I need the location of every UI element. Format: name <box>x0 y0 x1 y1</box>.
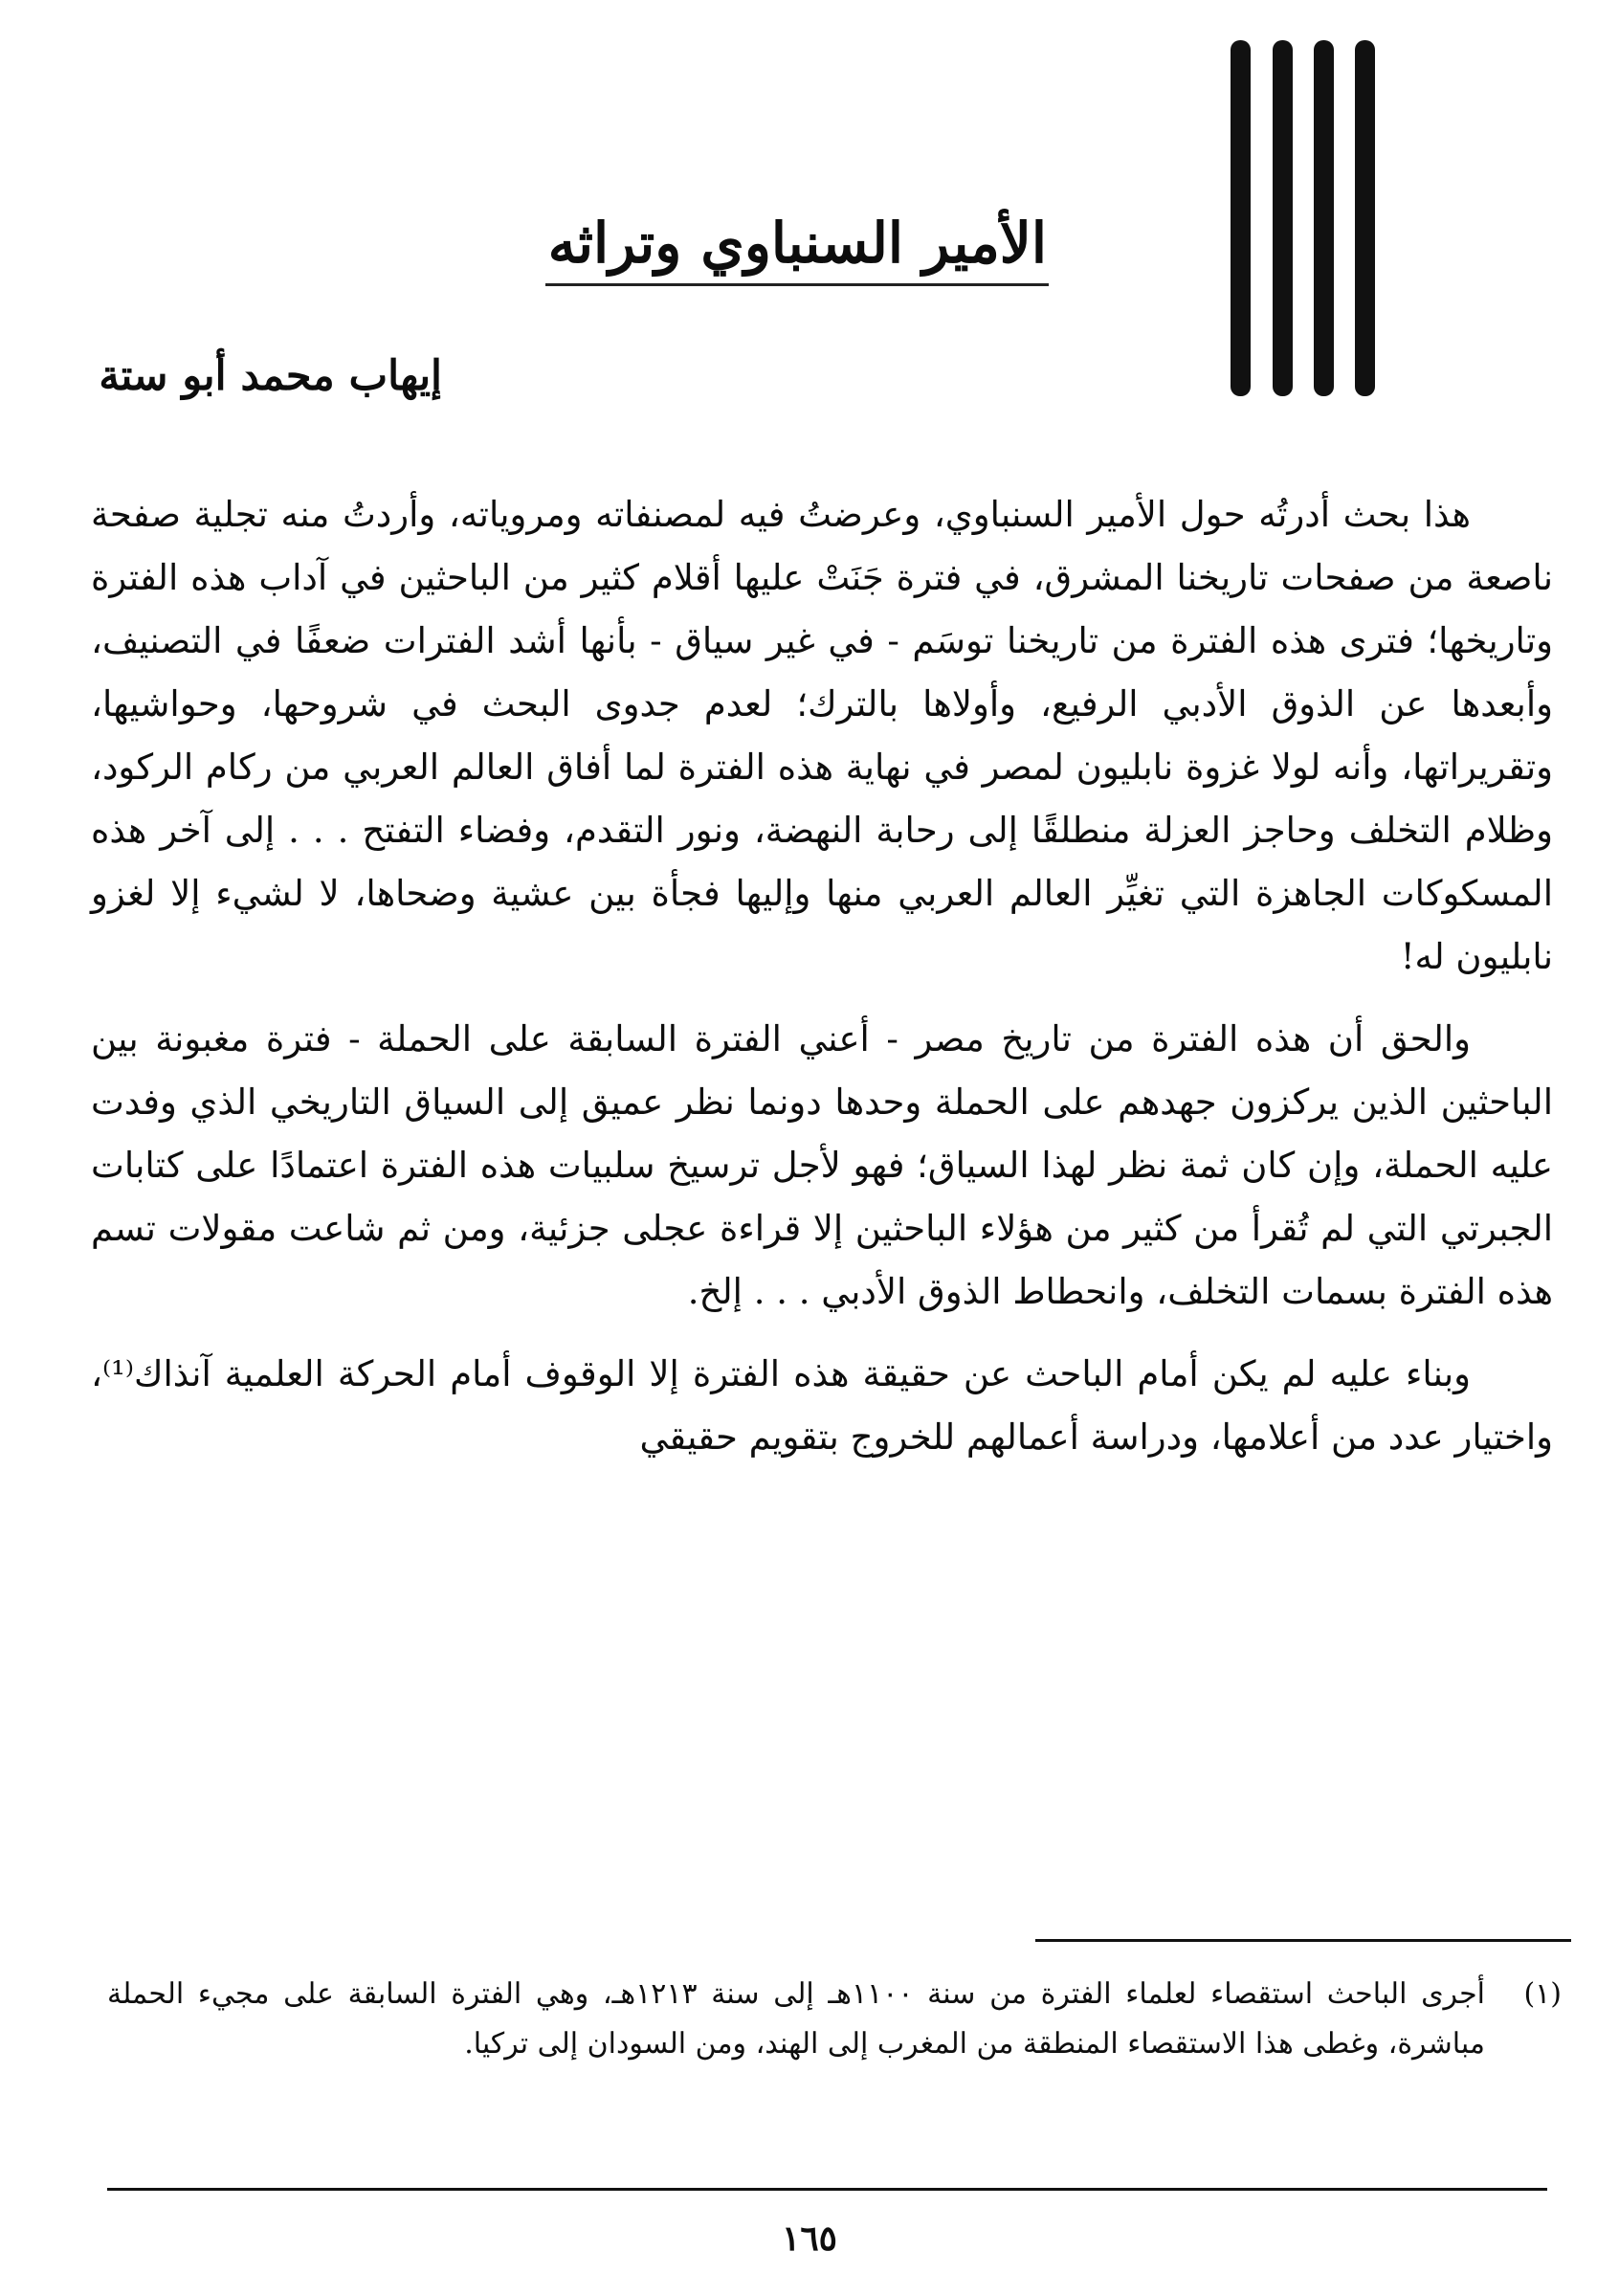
body-paragraph: وبناء عليه لم يكن أمام الباحث عن حقيقة هذه الفترة إلا الوقوف أمام الحركة العلمية آنذاك⁽¹⁾، واختيار عدد من أعلامها، ودراسة أعمالهم للخروج بتقويم حقيقي <box>91 1353 1553 1458</box>
body-paragraph: هذا بحث أدرتُه حول الأمير السنباوي، وعرضتُ فيه لمصنفاته ومروياته، وأردتُ منه تجلية صفحة ناصعة من صفحات تاريخنا المشرق، في فترة جَنَتْ عليها أقلام كثير من الباحثين في آداب هذه الفترة وتاريخها؛ فترى هذه الفترة من تاريخنا توسَم - في غير سياق - بأنها أشد الفترات ضعفًا في التصنيف، وأبعدها عن الذوق الأدبي الرفيع، وأولاها بالترك؛ لعدم جدوى البحث في شروحها، وحواشيها، وتقريراتها، وأنه لولا غزوة نابليون لمصر في نهاية هذه الفترة لما أفاق العالم العربي من ركام الركود، وظلام التخلف وحاجز العزلة منطلقًا إلى رحابة النهضة، ونور التقدم، وفضاء التفتح . . . إلى آخر هذه المسكوكات الجاهزة التي تغيِّر العالم العربي منها وإليها فجأة بين عشية وضحاها، لا لشيء إلا لغزو نابليون له! <box>91 494 1553 977</box>
article-body <box>91 483 1553 1488</box>
footer-rule <box>107 2188 1547 2191</box>
footnote <box>107 1970 1562 2069</box>
decorative-bars <box>1231 40 1376 396</box>
footnote-text: أجرى الباحث استقصاء لعلماء الفترة من سنة ١١٠٠هـ إلى سنة ١٢١٣هـ، وهي الفترة السابقة على مجيء الحملة مباشرة، وغطى هذا الاستقصاء المنطقة من المغرب إلى الهند، ومن السودان إلى تركيا. <box>107 1977 1485 2061</box>
decorative-bar <box>1231 40 1251 396</box>
title-underline <box>545 283 1049 286</box>
decorative-bar <box>1273 40 1293 396</box>
footnote-mark: (١) <box>1523 1977 1562 2011</box>
page-number: ١٦٥ <box>781 2218 837 2259</box>
decorative-bar <box>1314 40 1334 396</box>
decorative-bar <box>1355 40 1375 396</box>
article-title: الأمير السنباوي وتراثه <box>547 211 1047 276</box>
footnote-separator <box>1035 1939 1571 1942</box>
article-author: إيهاب محمد أبو ستة <box>99 352 442 400</box>
body-paragraph: والحق أن هذه الفترة من تاريخ مصر - أعني الفترة السابقة على الحملة - فترة مغبونة بين الباحثين الذين يركزون جهدهم على الحملة وحدها دونما نظر عميق إلى السياق التاريخي الذي وفدت عليه الحملة، وإن كان ثمة نظر لهذا السياق؛ فهو لأجل ترسيخ سلبيات هذه الفترة اعتمادًا على كتابات الجبرتي التي لم تُقرأ من كثير من هؤلاء الباحثين إلا قراءة عجلى جزئية، ومن ثم شاعت مقولات تسم هذه الفترة بسمات التخلف، وانحطاط الذوق الأدبي . . . إلخ. <box>91 1018 1553 1312</box>
